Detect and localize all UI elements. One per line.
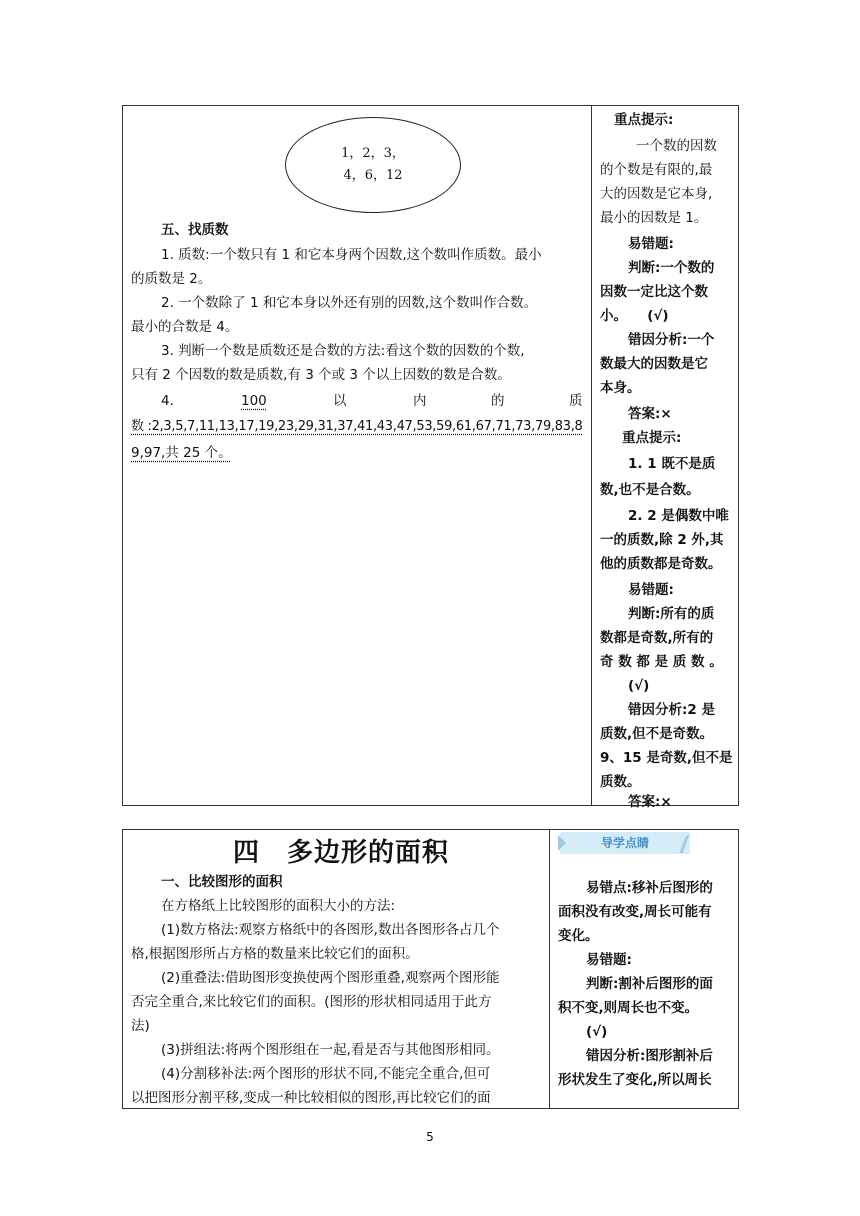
sidebar-line: 9、15 是奇数,但不是: [600, 750, 733, 766]
paragraph-line: 只有 2 个因数的数是质数,有 3 个或 3 个以上因数的数是合数。: [131, 367, 511, 383]
sidebar-line: 2. 2 是偶数中唯: [628, 508, 729, 524]
sidebar-line: (√): [586, 1024, 608, 1040]
sidebar-line: 面积没有改变,周长可能有: [558, 904, 712, 920]
sidebar-line: 的个数是有限的,最: [600, 162, 713, 178]
sidebar-line: 一个数的因数: [636, 138, 717, 154]
sidebar-line: 因数一定比这个数: [600, 284, 708, 300]
paragraph-line: 在方格纸上比较图形的面积大小的方法:: [161, 898, 396, 914]
sidebar-line: 大的因数是它本身,: [600, 186, 713, 202]
sidebar-line: 质数。: [600, 774, 641, 790]
sidebar-line: 一的质数,除 2 外,其: [600, 532, 724, 548]
bottom-table: [122, 829, 739, 1109]
sidebar-line: 易错点:移补后图形的: [586, 880, 713, 896]
section-heading: 一、比较图形的面积: [161, 874, 283, 890]
sidebar-line: 答案:×: [628, 406, 672, 422]
factor-set-ellipse: [285, 117, 461, 213]
paragraph-line: (4)分割移补法:两个图形的形状不同,不能完全重合,但可: [161, 1066, 491, 1082]
sidebar-line: 错因分析:2 是: [628, 702, 715, 718]
sidebar-line: 形状发生了变化,所以周长: [558, 1072, 712, 1088]
sidebar-line: 本身。: [600, 380, 641, 396]
section-heading: 五、找质数: [161, 222, 229, 238]
paragraph-line: 否完全重合,来比较它们的面积。(图形的形状相同适用于此方: [131, 994, 492, 1010]
sidebar-line: 质数,但不是奇数。: [600, 726, 714, 742]
paragraph-line: 法): [131, 1018, 150, 1034]
justified-word: 100: [241, 393, 267, 409]
sidebar-line: 重点提示:: [614, 112, 674, 128]
sidebar-line: 判断:一个数的: [628, 260, 715, 276]
paragraph-line: 的质数是 2。: [131, 271, 212, 287]
sidebar-line: 积不变,则周长也不变。: [558, 1000, 699, 1016]
sidebar-line: 奇 数 都 是 质 数 。: [600, 654, 723, 670]
justified-word: 质: [569, 393, 583, 409]
sidebar-line: 错因分析:一个: [628, 332, 715, 348]
paragraph-line: 3. 判断一个数是质数还是合数的方法:看这个数的因数的个数,: [161, 343, 525, 359]
paragraph-line: (2)重叠法:借助图形变换使两个图形重叠,观察两个图形能: [161, 970, 500, 986]
sidebar-line: 1. 1 既不是质: [628, 456, 716, 472]
ellipse-line-1: 1，2，3，: [341, 146, 405, 161]
sidebar-line: 他的质数都是奇数。: [600, 556, 722, 572]
prime-list-line: 9,97,共 25 个。: [131, 445, 232, 461]
paragraph-line: (3)拼组法:将两个图形组在一起,看是否与其他图形相同。: [161, 1042, 500, 1058]
sidebar-line: 变化。: [558, 928, 599, 944]
paragraph-line: 2. 一个数除了 1 和它本身以外还有别的因数,这个数叫作合数。: [161, 295, 538, 311]
sidebar-line: 最小的因数是 1。: [600, 210, 708, 226]
ellipse-line-2: 4，6，12: [343, 168, 403, 183]
sidebar-line: 易错题:: [628, 236, 674, 252]
page-number: 5: [426, 1130, 434, 1144]
study-tip-badge: 导学点睛: [560, 832, 690, 854]
sidebar-line: 易错题:: [586, 952, 632, 968]
sidebar-line: 小。 (√): [600, 308, 669, 324]
sidebar-line: 易错题:: [628, 582, 674, 598]
sidebar-line: 错因分析:图形割补后: [586, 1048, 713, 1064]
paragraph-line: 1. 质数:一个数只有 1 和它本身两个因数,这个数叫作质数。最小: [161, 247, 542, 263]
sidebar-line: 判断:所有的质: [628, 606, 715, 622]
sidebar-line: 重点提示:: [622, 430, 682, 446]
justified-word: 的: [491, 393, 505, 409]
justified-word: 4.: [161, 393, 174, 409]
top-sidebar: [592, 106, 739, 810]
bottom-sidebar: [550, 830, 739, 1109]
paragraph-line: (1)数方格法:观察方格纸中的各图形,数出各图形各占几个: [161, 922, 500, 938]
sidebar-line: 数最大的因数是它: [600, 356, 708, 372]
sidebar-line: 判断:割补后图形的面: [586, 976, 713, 992]
sidebar-line: 答案:×: [628, 794, 672, 810]
sidebar-line: (√): [628, 678, 650, 694]
sidebar-line: 数都是奇数,所有的: [600, 630, 714, 646]
prime-list-line: 数 :2,3,5,7,11,13,17,19,23,29,31,37,41,43,47,53,59,61,67,71,73,79,83,8: [131, 419, 583, 434]
paragraph-line: 格,根据图形所占方格的数量来比较它们的面积。: [131, 946, 419, 962]
chapter-title: 四 多边形的面积: [233, 838, 450, 868]
paragraph-line: 最小的合数是 4。: [131, 319, 239, 335]
justified-word: 内: [413, 393, 427, 409]
justified-word: 以: [333, 393, 347, 409]
top-table: [122, 105, 739, 810]
paragraph-line: 以把图形分割平移,变成一种比较相似的图形,再比较它们的面: [131, 1090, 491, 1106]
sidebar-line: 数,也不是合数。: [600, 482, 700, 498]
